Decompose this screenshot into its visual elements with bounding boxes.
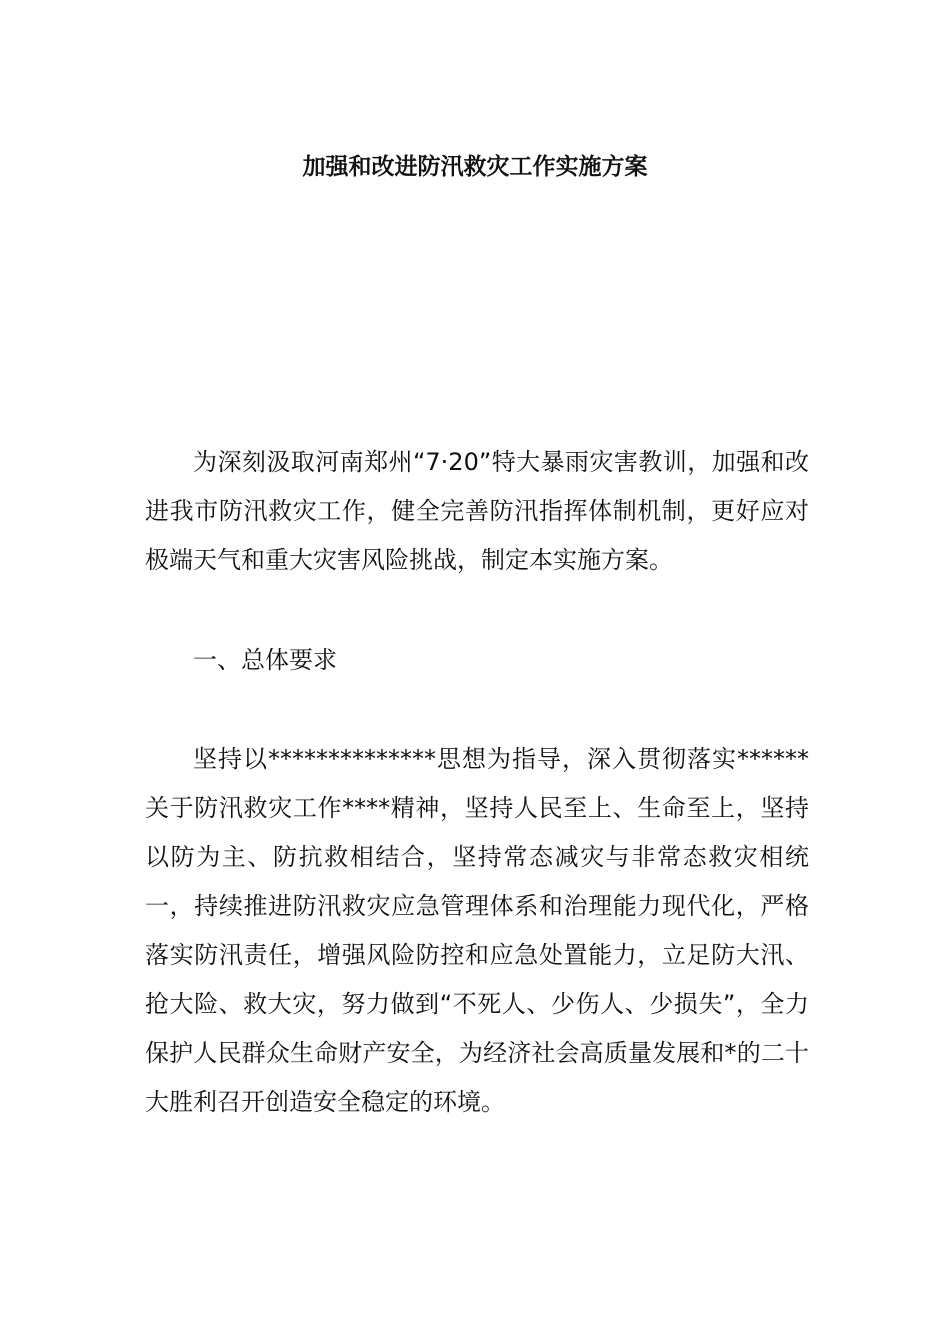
document-title: 加强和改进防汛救灾工作实施方案 (302, 154, 648, 180)
section-body-paragraph: 坚持以**************思想为指导，深入贯彻落实******关于防汛救灾工作****精神，坚持人民至上、生命至上，坚持以防为主、防抗救相结合，坚持常态减灾与非常态救灾相统一，持续推进防汛救灾应急管理体系和治理能力现代化，严格落实防汛责任，增强风险防控和应急处置能力，立足防大汛、抢大险、救大灾，努力做到“不死人、少伤人、少损失”，全力保护人民群众生命财产安全，为经济社会高质量发展和*的二十大胜利召开创造安全稳定的环境。 (145, 745, 809, 1116)
section-heading: 一、总体要求 (193, 646, 337, 674)
intro-paragraph: 为深刻汲取河南郑州“7·20”特大暴雨灾害教训，加强和改进我市防汛救灾工作，健全完善防汛指挥体制机制，更好应对极端天气和重大灾害风险挑战，制定本实施方案。 (145, 448, 809, 574)
